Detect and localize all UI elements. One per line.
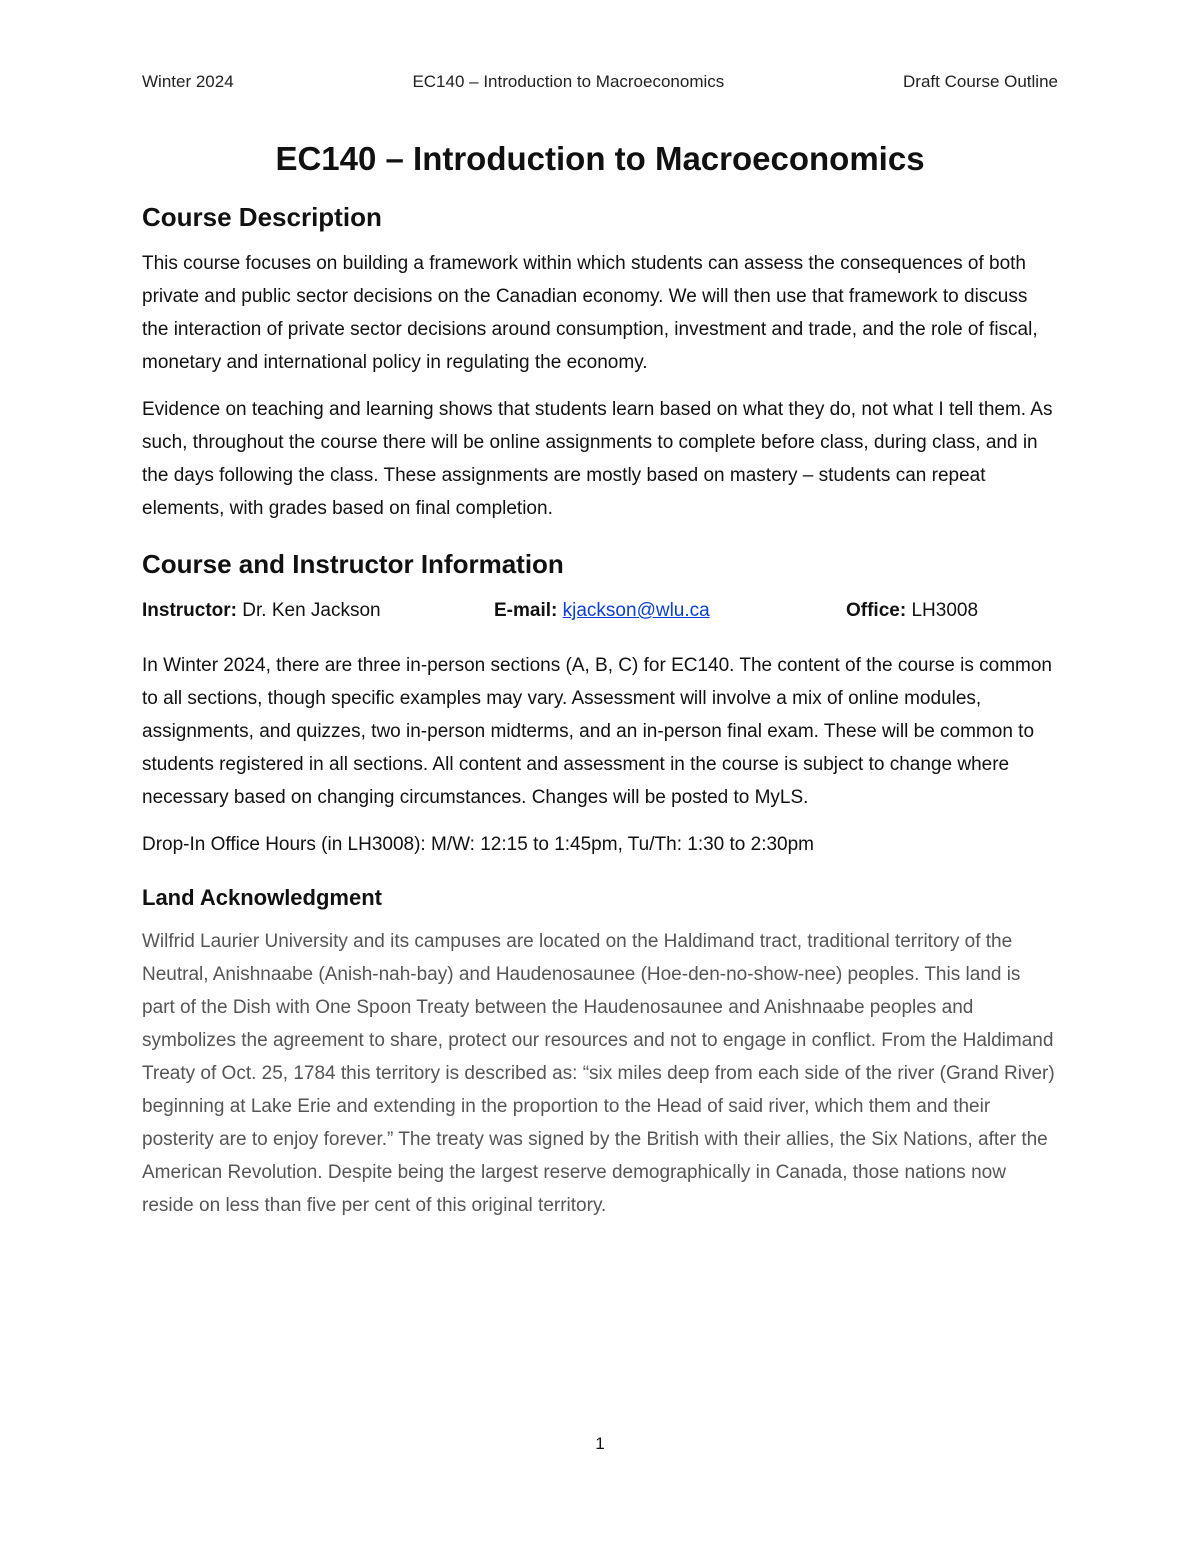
instructor-contact-row xyxy=(142,594,1058,627)
land-acknowledgment-heading: Land Acknowledgment xyxy=(142,885,382,910)
header-doc-type: Draft Course Outline xyxy=(903,72,1058,91)
header-course: EC140 – Introduction to Macroeconomics xyxy=(412,72,725,91)
course-description-heading: Course Description xyxy=(142,202,382,232)
document-title: EC140 – Introduction to Macroeconomics xyxy=(275,140,925,177)
sections-paragraph: In Winter 2024, there are three in-person sections (A, B, C) for EC140. The content of the course is common to all sections, though specific examples may vary. Assessment will involve a mix of online modules, assignments, and quizzes, two in-person midterms, and an in-person final exam. These will be common to students registered in all sections. All content and assessment in the course is subject to change where necessary based on changing circumstances. Changes will be posted to MyLS. xyxy=(142,655,1052,808)
land-acknowledgment-paragraph: Wilfrid Laurier University and its campuses are located on the Haldimand tract, traditional territory of the Neutral, Anishnaabe (Anish-nah-bay) and Haudenosaunee (Hoe-den-no-show-nee) peoples. This land is part of the Dish with One Spoon Treaty between the Haudenosaunee and Anishnaabe peoples and symbolizes the agreement to share, protect our resources and not to engage in conflict. From the Haldimand Treaty of Oct. 25, 1784 this territory is described as: “six miles deep from each side of the river (Grand River) beginning at Lake Erie and extending in the proportion to the Head of said river, which them and their posterity are to enjoy forever.” The treaty was signed by the British with their allies, the Six Nations, after the American Revolution. Despite being the largest reserve demographically in Canada, those nations now reside on less than five per cent of this original territory. xyxy=(142,931,1055,1216)
email-link[interactable]: kjackson@wlu.ca xyxy=(562,600,710,621)
instructor-cell xyxy=(142,594,494,627)
instructor-info-heading: Course and Instructor Information xyxy=(142,549,564,579)
office-hours: Drop-In Office Hours (in LH3008): M/W: 12:15 to 1:45pm, Tu/Th: 1:30 to 2:30pm xyxy=(142,834,815,855)
running-header xyxy=(142,72,1058,92)
header-term: Winter 2024 xyxy=(142,72,234,91)
page-number: 1 xyxy=(595,1434,605,1453)
office-value: LH3008 xyxy=(906,600,979,621)
email-cell xyxy=(494,594,846,627)
instructor-label: Instructor: xyxy=(142,600,237,621)
course-description-paragraph-2: Evidence on teaching and learning shows that students learn based on what they do, not what I tell them. As such, throughout the course there will be online assignments to complete before class, during class, and in the days following the class. These assignments are mostly based on mastery – students can repeat elements, with grades based on final completion. xyxy=(142,399,1053,519)
email-label: E-mail: xyxy=(494,600,558,621)
office-label: Office: xyxy=(846,600,907,621)
course-description-paragraph-1: This course focuses on building a framework within which students can assess the consequences of both private and public sector decisions on the Canadian economy. We will then use that framework to discuss the interaction of private sector decisions around consumption, investment and trade, and the role of fiscal, monetary and international policy in regulating the economy. xyxy=(142,253,1038,373)
instructor-name: Dr. Ken Jackson xyxy=(237,600,381,621)
office-cell xyxy=(846,594,978,627)
document-body xyxy=(142,140,1058,1236)
